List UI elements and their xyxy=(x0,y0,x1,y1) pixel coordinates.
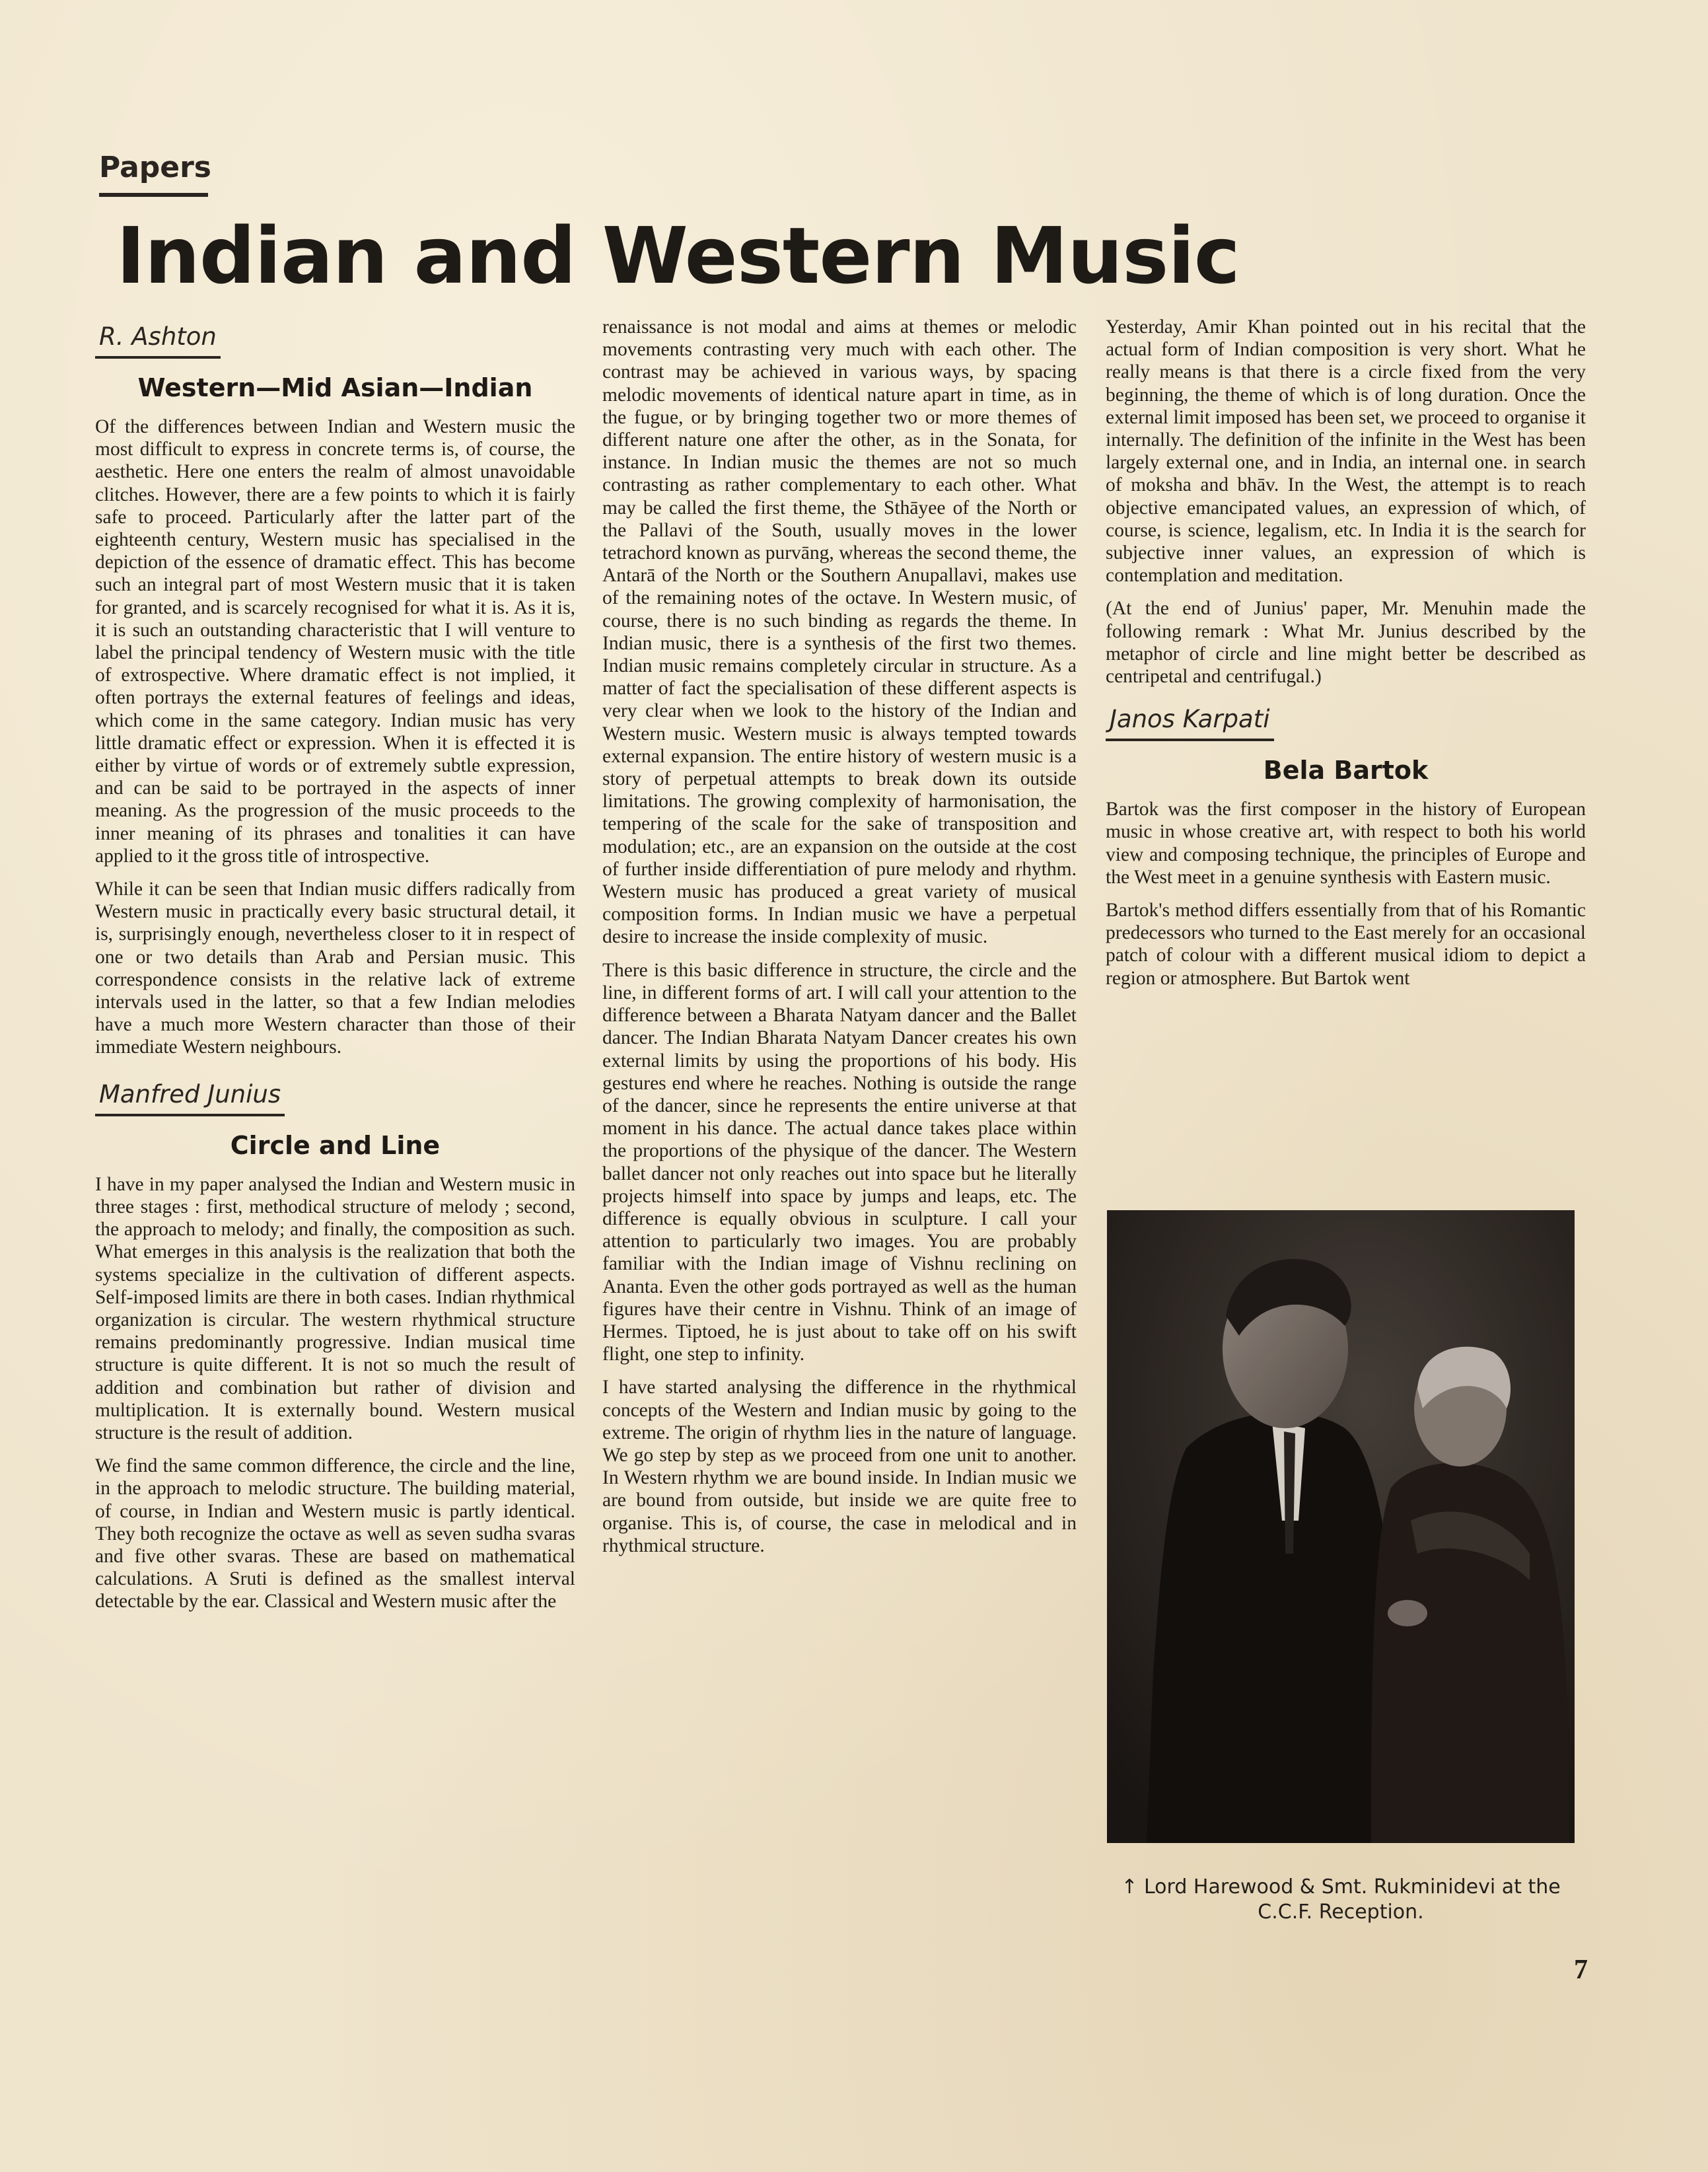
paragraph: (At the end of Junius' paper, Mr. Menuhin made the following remark : What Mr. Junius described by the metaphor of circle and line might better be described as centripetal and centrifugal.) xyxy=(1106,598,1586,688)
reception-photo xyxy=(1107,1210,1575,1843)
paragraph: Bartok's method differs essentially from that of his Romantic predecessors who turned to the East merely for an occasional patch of colour with a different musical idiom to depict a region or atmosphere. But Bartok went xyxy=(1106,900,1586,989)
page-number: 7 xyxy=(1574,1955,1588,1985)
article-subtitle: Bela Bartok xyxy=(1263,756,1429,785)
paragraph: I have started analysing the difference in the rhythmical concepts of the Western and Indian music by going to the extreme. The origin of rhythm lies in the nature of language. We go step by step as we proceed from one unit to another. In Western rhythm we are bound inside. In Indian music we are bound from outside, but inside we are quite free to organise. This is, of course, the case in melodical and in rhythmical structure. xyxy=(602,1377,1077,1556)
paragraph: Bartok was the first composer in the history of European music in whose creative art, with respect to both his world view and composing technique, the principles of Europe and the West meet in a genuine synthesis with Eastern music. xyxy=(1106,799,1586,888)
photo-caption: ↑ Lord Harewood & Smt. Rukminidevi at the C.C.F. Reception. xyxy=(1121,1875,1561,1924)
page-title: Indian and Western Music xyxy=(116,210,1240,301)
column-3 xyxy=(1106,316,1586,1000)
author-byline: Manfred Junius xyxy=(95,1075,285,1116)
section-label: Papers xyxy=(99,151,211,184)
paragraph: Of the differences between Indian and Western music the most difficult to express in concrete terms is, of course, the aesthetic. Here one enters the realm of almost unavoidable clitches. However, there are a few points to which it is fairly safe to proceed. Particularly after the latter part of the eighteenth century, Western music has specialised in the depiction of the essence of dramatic effect. This has become such an integral part of most Western music that it is taken for granted, and is scarcely recognised for what it is. As it is, it is such an outstanding characteristic that I will venture to label the principal tendency of Western music with the title of extrospective. Where dramatic effect is not implied, it often portrays the external features of feelings and ideas, which come in the same category. Indian music has very little dramatic effect or expression. When it is effected it is either by virtue of words or of extremely subtle expression, and can be said to be portrayed in the aspects of inner meaning. As the progression of the music proceeds to the inner meaning of its phrases and tonalities it can have applied to it the gross title of introspective. xyxy=(95,416,575,867)
paragraph: Yesterday, Amir Khan pointed out in his recital that the actual form of Indian composition is very short. What he really means is that there is a circle fixed from the very beginning, the theme of which is of long duration. Once the external limit imposed has been set, we proceed to organise it internally. The definition of the infinite in the West has been largely external one, and in India, an internal one. in search of moksha and bhāv. In the West, the attempt is to reach objective emancipated values, an expression of which, of course, is science, legalism, etc. In India it is the search for subjective inner values, an expression of which is contemplation and meditation. xyxy=(1106,316,1586,587)
author-byline: R. Ashton xyxy=(95,317,221,359)
column-1 xyxy=(95,316,575,1624)
paragraph: We find the same common difference, the circle and the line, in the approach to melodic structure. The building material, of course, in Indian and Western music is partly identical. They both recognize the octave as well as seven sudha svaras and five other svaras. These are based on mathematical calculations. A Sruti is defined as the smallest interval detectable by the ear. Classical and Western music after the xyxy=(95,1455,575,1612)
article-subtitle: Circle and Line xyxy=(230,1130,441,1160)
paragraph: While it can be seen that Indian music differs radically from Western music in practically every basic structural detail, it is, surprisingly enough, nevertheless closer to it in respect of one or two details than Arab and Persian music. This correspondence consists in the relative lack of extreme intervals used in the latter, so that a few Indian melodies have a much more Western character than those of their immediate Western neighbours. xyxy=(95,879,575,1058)
paragraph: I have in my paper analysed the Indian and Western music in three stages : first, methodical structure of melody ; second, the approach to melody; and finally, the composition as such. What emerges in this analysis is the realization that both the systems specialize in the cultivation of different aspects. Self-imposed limits are there in both cases. Indian rhythmical organization is circular. The western rhythmical structure remains predominantly progressive. Indian musical time structure is quite different. It is not so much the result of addition and combination but rather of division and multiplication. It is externally bound. Western musical structure is the result of addition. xyxy=(95,1173,575,1443)
paragraph: There is this basic difference in structure, the circle and the line, in different forms of art. I will call your attention to the difference between a Bharata Natyam dancer and the Ballet dancer. The Indian Bharata Natyam Dancer creates his own external limits by using the proportions of his body. His gestures end where he reaches. Nothing is outside the range of the dancer, since he represents the entire universe at that moment in his dance. The actual dance takes place within the proportions of the physique of the dancer. The Western ballet dancer not only reaches out into space but he literally projects himself into space by jumps and leaps, etc. The difference is equally obvious in sculpture. I call your attention to particularly two images. You are probably familiar with the Indian image of Vishnu reclining on Ananta. Even the other gods portrayed as well as the human figures have their centre in Vishnu. Think of an image of Hermes. Tiptoed, he is just about to take off on his swift flight, one step to infinity. xyxy=(602,959,1077,1365)
article-subtitle: Western—Mid Asian—Indian xyxy=(137,373,533,402)
column-2 xyxy=(602,316,1077,1568)
paragraph: renaissance is not modal and aims at themes or melodic movements contrasting very much with each other. The contrast may be achieved in various ways, by spacing melodic movements of identical nature apart in time, as in the fugue, or by bringing together two or more themes of different nature one after the other, as in the Sonata, for instance. In Indian music the themes are not so much contrasting as rather complementary to each other. What may be called the first theme, the Sthāyee of the North or the Pallavi of the South, usually moves in the lower tetrachord known as purvāng, whereas the second theme, the Antarā of the North or the Southern Anupallavi, makes use of the remaining notes of the octave. In Western music, of course, there is no such binding as regards the theme. In Indian music, there is a synthesis of the first two themes. Indian music remains completely circular in structure. As a matter of fact the specialisation of these different aspects is very clear when we look to the history of the Indian and Western music. Western music is always tempted towards external expansion. The entire history of western music is a story of perpetual attempts to break down its outside limitations. The growing complexity of harmonisation, the tempering of the scale for the sake of transposition and modulation; etc., are an expansion on the outside at the cost of further inside differentiation of pure melody and rhythm. Western music has produced a great variety of musical composition forms. In Indian music we have a perpetual desire to increase the inside complexity of music. xyxy=(602,316,1077,948)
section-label-underline xyxy=(99,193,208,197)
author-byline: Janos Karpati xyxy=(1106,700,1274,741)
